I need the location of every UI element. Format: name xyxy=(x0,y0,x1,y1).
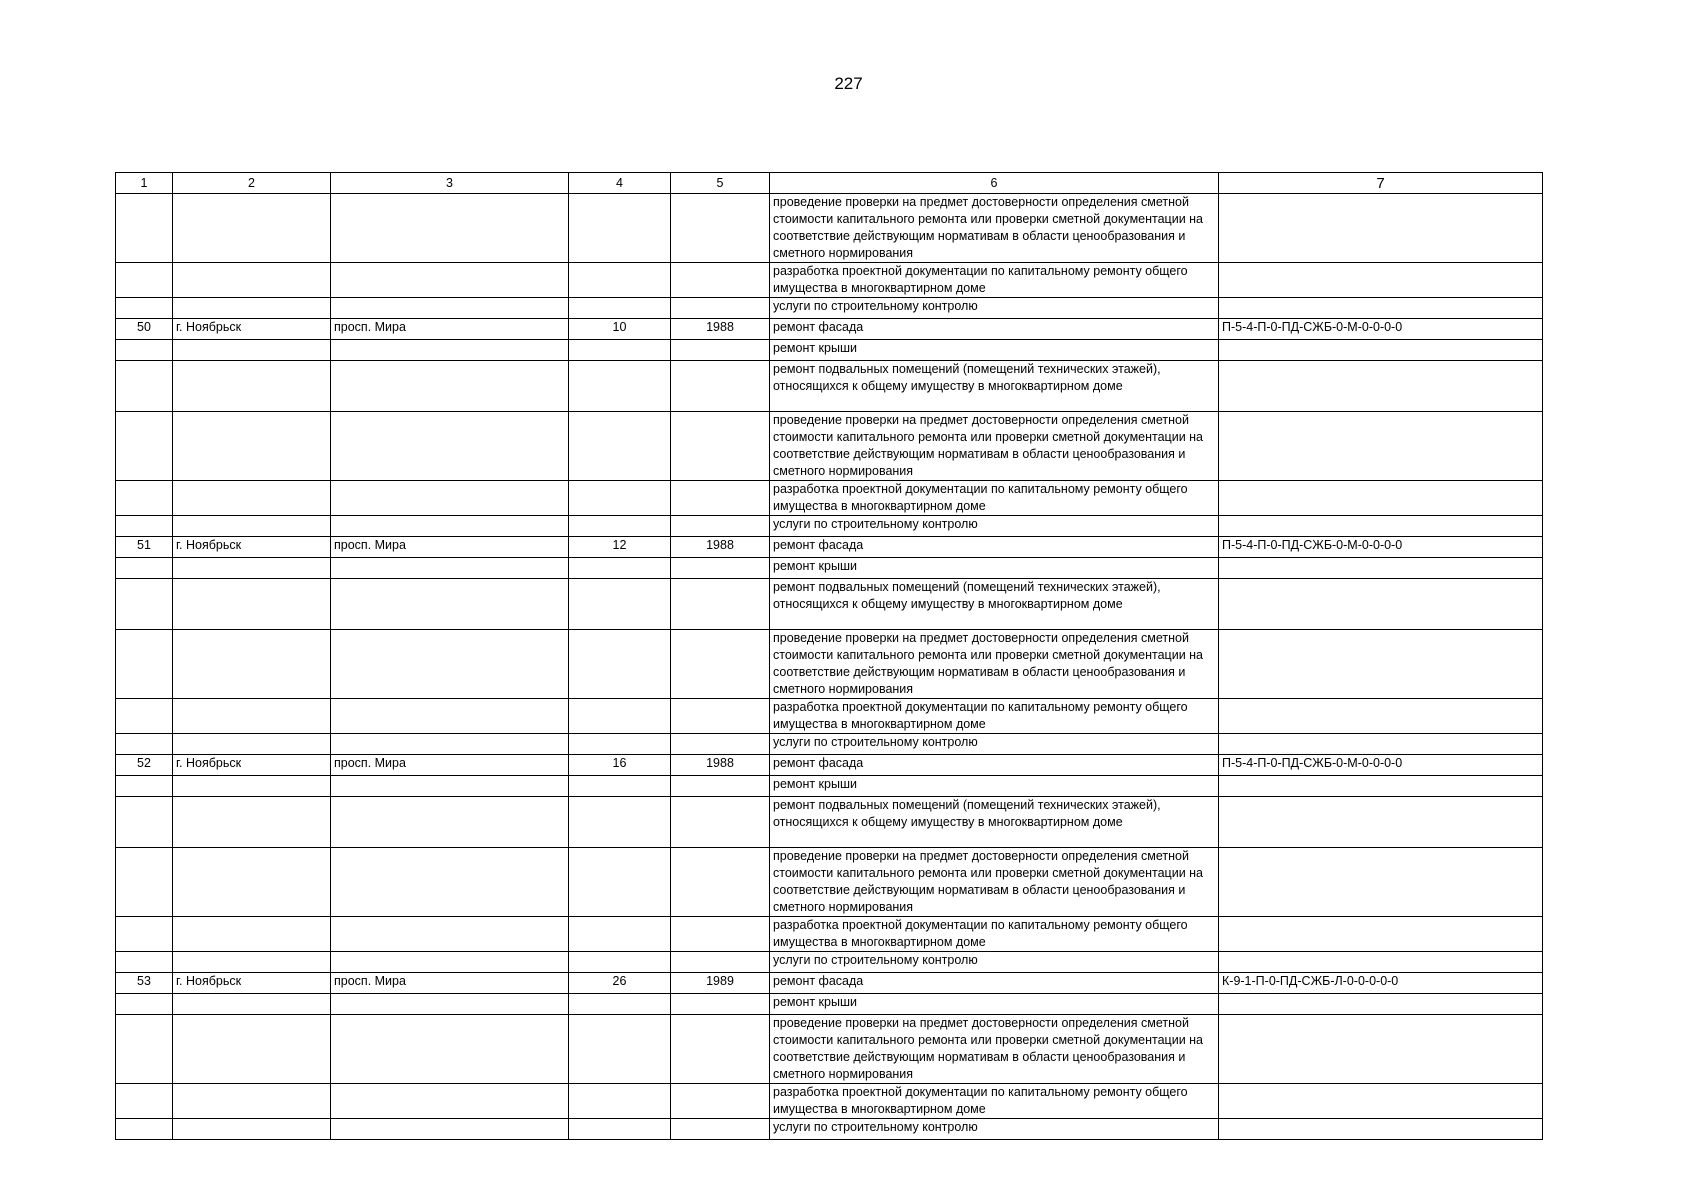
house-number-cell xyxy=(569,298,671,319)
city-cell xyxy=(173,298,331,319)
year-cell xyxy=(671,194,770,263)
house-number-cell xyxy=(569,412,671,481)
city-cell xyxy=(173,263,331,298)
building-code-cell xyxy=(1219,361,1543,412)
city-cell xyxy=(173,516,331,537)
table-row xyxy=(116,734,1543,755)
house-number-cell xyxy=(569,516,671,537)
work-type-cell: ремонт фасада xyxy=(770,319,1219,340)
work-type-cell: ремонт подвальных помещений (помещений технических этажей), относящихся к общему имуществу в многоквартирном доме xyxy=(770,361,1219,412)
table-row xyxy=(116,848,1543,917)
street-cell xyxy=(331,1084,569,1119)
house-number-cell: 16 xyxy=(569,755,671,776)
work-type-cell: проведение проверки на предмет достоверности определения сметной стоимости капитального ремонта или проверки сметной документации на соответствие действующим нормативам в области ценообразования и сметного нормирования xyxy=(770,630,1219,699)
row-number-cell xyxy=(116,194,173,263)
city-cell: г. Ноябрьск xyxy=(173,537,331,558)
header-row xyxy=(116,173,1543,194)
year-cell: 1988 xyxy=(671,755,770,776)
building-code-cell xyxy=(1219,298,1543,319)
table-row xyxy=(116,797,1543,848)
street-cell xyxy=(331,263,569,298)
street-cell xyxy=(331,630,569,699)
building-code-cell xyxy=(1219,1119,1543,1140)
street-cell xyxy=(331,994,569,1015)
year-cell: 1988 xyxy=(671,319,770,340)
year-cell xyxy=(671,298,770,319)
building-code-cell: К-9-1-П-0-ПД-СЖБ-Л-0-0-0-0-0 xyxy=(1219,973,1543,994)
street-cell xyxy=(331,952,569,973)
year-cell xyxy=(671,263,770,298)
city-cell xyxy=(173,412,331,481)
row-number-cell xyxy=(116,340,173,361)
house-number-cell xyxy=(569,699,671,734)
row-number-cell xyxy=(116,558,173,579)
table-row xyxy=(116,952,1543,973)
street-cell xyxy=(331,734,569,755)
city-cell xyxy=(173,734,331,755)
row-number-cell xyxy=(116,516,173,537)
year-cell xyxy=(671,776,770,797)
work-type-cell: услуги по строительному контролю xyxy=(770,952,1219,973)
table-row xyxy=(116,994,1543,1015)
work-type-cell: ремонт крыши xyxy=(770,340,1219,361)
row-number-cell xyxy=(116,263,173,298)
building-code-cell xyxy=(1219,776,1543,797)
year-cell xyxy=(671,1015,770,1084)
building-code-cell xyxy=(1219,263,1543,298)
city-cell xyxy=(173,917,331,952)
city-cell xyxy=(173,361,331,412)
street-cell xyxy=(331,1015,569,1084)
city-cell xyxy=(173,481,331,516)
city-cell: г. Ноябрьск xyxy=(173,973,331,994)
street-cell xyxy=(331,797,569,848)
building-code-cell xyxy=(1219,194,1543,263)
building-code-cell xyxy=(1219,412,1543,481)
table-row xyxy=(116,412,1543,481)
city-cell xyxy=(173,994,331,1015)
row-number-cell xyxy=(116,848,173,917)
work-type-cell: проведение проверки на предмет достоверности определения сметной стоимости капитального ремонта или проверки сметной документации на соответствие действующим нормативам в области ценообразования и сметного нормирования xyxy=(770,848,1219,917)
work-type-cell: ремонт подвальных помещений (помещений технических этажей), относящихся к общему имуществу в многоквартирном доме xyxy=(770,579,1219,630)
row-number-cell: 51 xyxy=(116,537,173,558)
table-row xyxy=(116,516,1543,537)
table-row xyxy=(116,1119,1543,1140)
city-cell xyxy=(173,1015,331,1084)
header-cell-6: 6 xyxy=(770,173,1219,194)
building-code-cell xyxy=(1219,699,1543,734)
house-number-cell: 12 xyxy=(569,537,671,558)
header-cell-4: 4 xyxy=(569,173,671,194)
row-number-cell xyxy=(116,630,173,699)
year-cell xyxy=(671,699,770,734)
table-row xyxy=(116,319,1543,340)
table-row xyxy=(116,361,1543,412)
work-type-cell: ремонт крыши xyxy=(770,776,1219,797)
work-type-cell: проведение проверки на предмет достоверности определения сметной стоимости капитального ремонта или проверки сметной документации на соответствие действующим нормативам в области ценообразования и сметного нормирования xyxy=(770,412,1219,481)
work-type-cell: ремонт фасада xyxy=(770,755,1219,776)
work-type-cell: услуги по строительному контролю xyxy=(770,734,1219,755)
year-cell xyxy=(671,1084,770,1119)
house-number-cell: 26 xyxy=(569,973,671,994)
street-cell xyxy=(331,340,569,361)
row-number-cell xyxy=(116,1084,173,1119)
year-cell xyxy=(671,952,770,973)
work-type-cell: услуги по строительному контролю xyxy=(770,516,1219,537)
table-row xyxy=(116,1015,1543,1084)
house-number-cell xyxy=(569,558,671,579)
street-cell: просп. Мира xyxy=(331,537,569,558)
header-cell-3: 3 xyxy=(331,173,569,194)
building-code-cell: П-5-4-П-0-ПД-СЖБ-0-М-0-0-0-0 xyxy=(1219,537,1543,558)
city-cell: г. Ноябрьск xyxy=(173,755,331,776)
row-number-cell xyxy=(116,699,173,734)
city-cell xyxy=(173,340,331,361)
house-number-cell xyxy=(569,797,671,848)
table-row xyxy=(116,537,1543,558)
city-cell: г. Ноябрьск xyxy=(173,319,331,340)
table-row xyxy=(116,1084,1543,1119)
row-number-cell xyxy=(116,917,173,952)
row-number-cell xyxy=(116,1119,173,1140)
table-row xyxy=(116,579,1543,630)
house-number-cell xyxy=(569,848,671,917)
row-number-cell xyxy=(116,579,173,630)
table-row xyxy=(116,630,1543,699)
house-number-cell xyxy=(569,776,671,797)
work-type-cell: ремонт крыши xyxy=(770,994,1219,1015)
table-row xyxy=(116,973,1543,994)
table-row xyxy=(116,776,1543,797)
house-number-cell xyxy=(569,361,671,412)
city-cell xyxy=(173,797,331,848)
house-number-cell xyxy=(569,579,671,630)
year-cell xyxy=(671,848,770,917)
header-cell-2: 2 xyxy=(173,173,331,194)
street-cell xyxy=(331,776,569,797)
house-number-cell xyxy=(569,194,671,263)
house-number-cell xyxy=(569,263,671,298)
house-number-cell xyxy=(569,1015,671,1084)
street-cell xyxy=(331,579,569,630)
row-number-cell xyxy=(116,481,173,516)
street-cell: просп. Мира xyxy=(331,319,569,340)
table-row xyxy=(116,263,1543,298)
street-cell: просп. Мира xyxy=(331,973,569,994)
header-cell-1: 1 xyxy=(116,173,173,194)
table-row xyxy=(116,481,1543,516)
street-cell xyxy=(331,481,569,516)
work-type-cell: разработка проектной документации по капитальному ремонту общего имущества в многоквартирном доме xyxy=(770,699,1219,734)
year-cell xyxy=(671,340,770,361)
page-number: 227 xyxy=(834,74,863,93)
house-number-cell xyxy=(569,340,671,361)
row-number-cell xyxy=(116,298,173,319)
work-type-cell: услуги по строительному контролю xyxy=(770,298,1219,319)
house-number-cell xyxy=(569,952,671,973)
building-code-cell xyxy=(1219,734,1543,755)
year-cell: 1989 xyxy=(671,973,770,994)
building-code-cell: П-5-4-П-0-ПД-СЖБ-0-М-0-0-0-0 xyxy=(1219,755,1543,776)
building-code-cell xyxy=(1219,797,1543,848)
city-cell xyxy=(173,558,331,579)
row-number-cell xyxy=(116,994,173,1015)
row-number-cell xyxy=(116,952,173,973)
city-cell xyxy=(173,194,331,263)
row-number-cell xyxy=(116,797,173,848)
building-code-cell xyxy=(1219,848,1543,917)
street-cell xyxy=(331,412,569,481)
street-cell: просп. Мира xyxy=(331,755,569,776)
street-cell xyxy=(331,848,569,917)
house-number-cell xyxy=(569,917,671,952)
row-number-cell: 50 xyxy=(116,319,173,340)
row-number-cell xyxy=(116,776,173,797)
building-code-cell xyxy=(1219,558,1543,579)
city-cell xyxy=(173,1084,331,1119)
house-number-cell xyxy=(569,630,671,699)
city-cell xyxy=(173,776,331,797)
building-code-cell xyxy=(1219,994,1543,1015)
house-number-cell xyxy=(569,481,671,516)
row-number-cell xyxy=(116,734,173,755)
street-cell xyxy=(331,361,569,412)
work-type-cell: разработка проектной документации по капитальному ремонту общего имущества в многоквартирном доме xyxy=(770,1084,1219,1119)
street-cell xyxy=(331,917,569,952)
building-code-cell xyxy=(1219,579,1543,630)
building-code-cell xyxy=(1219,1084,1543,1119)
year-cell xyxy=(671,516,770,537)
year-cell xyxy=(671,558,770,579)
table-row xyxy=(116,194,1543,263)
building-code-cell: П-5-4-П-0-ПД-СЖБ-0-М-0-0-0-0 xyxy=(1219,319,1543,340)
work-type-cell: разработка проектной документации по капитальному ремонту общего имущества в многоквартирном доме xyxy=(770,263,1219,298)
city-cell xyxy=(173,630,331,699)
house-number-cell xyxy=(569,994,671,1015)
table-row xyxy=(116,699,1543,734)
work-type-cell: ремонт фасада xyxy=(770,537,1219,558)
street-cell xyxy=(331,1119,569,1140)
house-number-cell xyxy=(569,1084,671,1119)
house-number-cell: 10 xyxy=(569,319,671,340)
building-code-cell xyxy=(1219,516,1543,537)
year-cell xyxy=(671,797,770,848)
table-row xyxy=(116,755,1543,776)
work-type-cell: ремонт подвальных помещений (помещений технических этажей), относящихся к общему имуществу в многоквартирном доме xyxy=(770,797,1219,848)
year-cell: 1988 xyxy=(671,537,770,558)
year-cell xyxy=(671,994,770,1015)
row-number-cell: 53 xyxy=(116,973,173,994)
work-type-cell: услуги по строительному контролю xyxy=(770,1119,1219,1140)
work-type-cell: ремонт фасада xyxy=(770,973,1219,994)
year-cell xyxy=(671,412,770,481)
building-code-cell xyxy=(1219,1015,1543,1084)
repair-register-table xyxy=(115,172,1543,1140)
header-cell-7: 7 xyxy=(1219,173,1543,194)
year-cell xyxy=(671,630,770,699)
work-type-cell: проведение проверки на предмет достоверности определения сметной стоимости капитального ремонта или проверки сметной документации на соответствие действующим нормативам в области ценообразования и сметного нормирования xyxy=(770,1015,1219,1084)
table-row xyxy=(116,917,1543,952)
building-code-cell xyxy=(1219,917,1543,952)
city-cell xyxy=(173,1119,331,1140)
table-row xyxy=(116,298,1543,319)
city-cell xyxy=(173,848,331,917)
header-cell-5: 5 xyxy=(671,173,770,194)
city-cell xyxy=(173,579,331,630)
city-cell xyxy=(173,699,331,734)
year-cell xyxy=(671,361,770,412)
building-code-cell xyxy=(1219,630,1543,699)
building-code-cell xyxy=(1219,340,1543,361)
building-code-cell xyxy=(1219,481,1543,516)
street-cell xyxy=(331,194,569,263)
year-cell xyxy=(671,1119,770,1140)
table-row xyxy=(116,558,1543,579)
row-number-cell xyxy=(116,412,173,481)
city-cell xyxy=(173,952,331,973)
street-cell xyxy=(331,699,569,734)
row-number-cell: 52 xyxy=(116,755,173,776)
year-cell xyxy=(671,579,770,630)
year-cell xyxy=(671,917,770,952)
work-type-cell: разработка проектной документации по капитальному ремонту общего имущества в многоквартирном доме xyxy=(770,917,1219,952)
year-cell xyxy=(671,734,770,755)
work-type-cell: проведение проверки на предмет достоверности определения сметной стоимости капитального ремонта или проверки сметной документации на соответствие действующим нормативам в области ценообразования и сметного нормирования xyxy=(770,194,1219,263)
row-number-cell xyxy=(116,1015,173,1084)
street-cell xyxy=(331,298,569,319)
street-cell xyxy=(331,558,569,579)
house-number-cell xyxy=(569,734,671,755)
table-row xyxy=(116,340,1543,361)
work-type-cell: разработка проектной документации по капитальному ремонту общего имущества в многоквартирном доме xyxy=(770,481,1219,516)
building-code-cell xyxy=(1219,952,1543,973)
house-number-cell xyxy=(569,1119,671,1140)
row-number-cell xyxy=(116,361,173,412)
street-cell xyxy=(331,516,569,537)
year-cell xyxy=(671,481,770,516)
work-type-cell: ремонт крыши xyxy=(770,558,1219,579)
